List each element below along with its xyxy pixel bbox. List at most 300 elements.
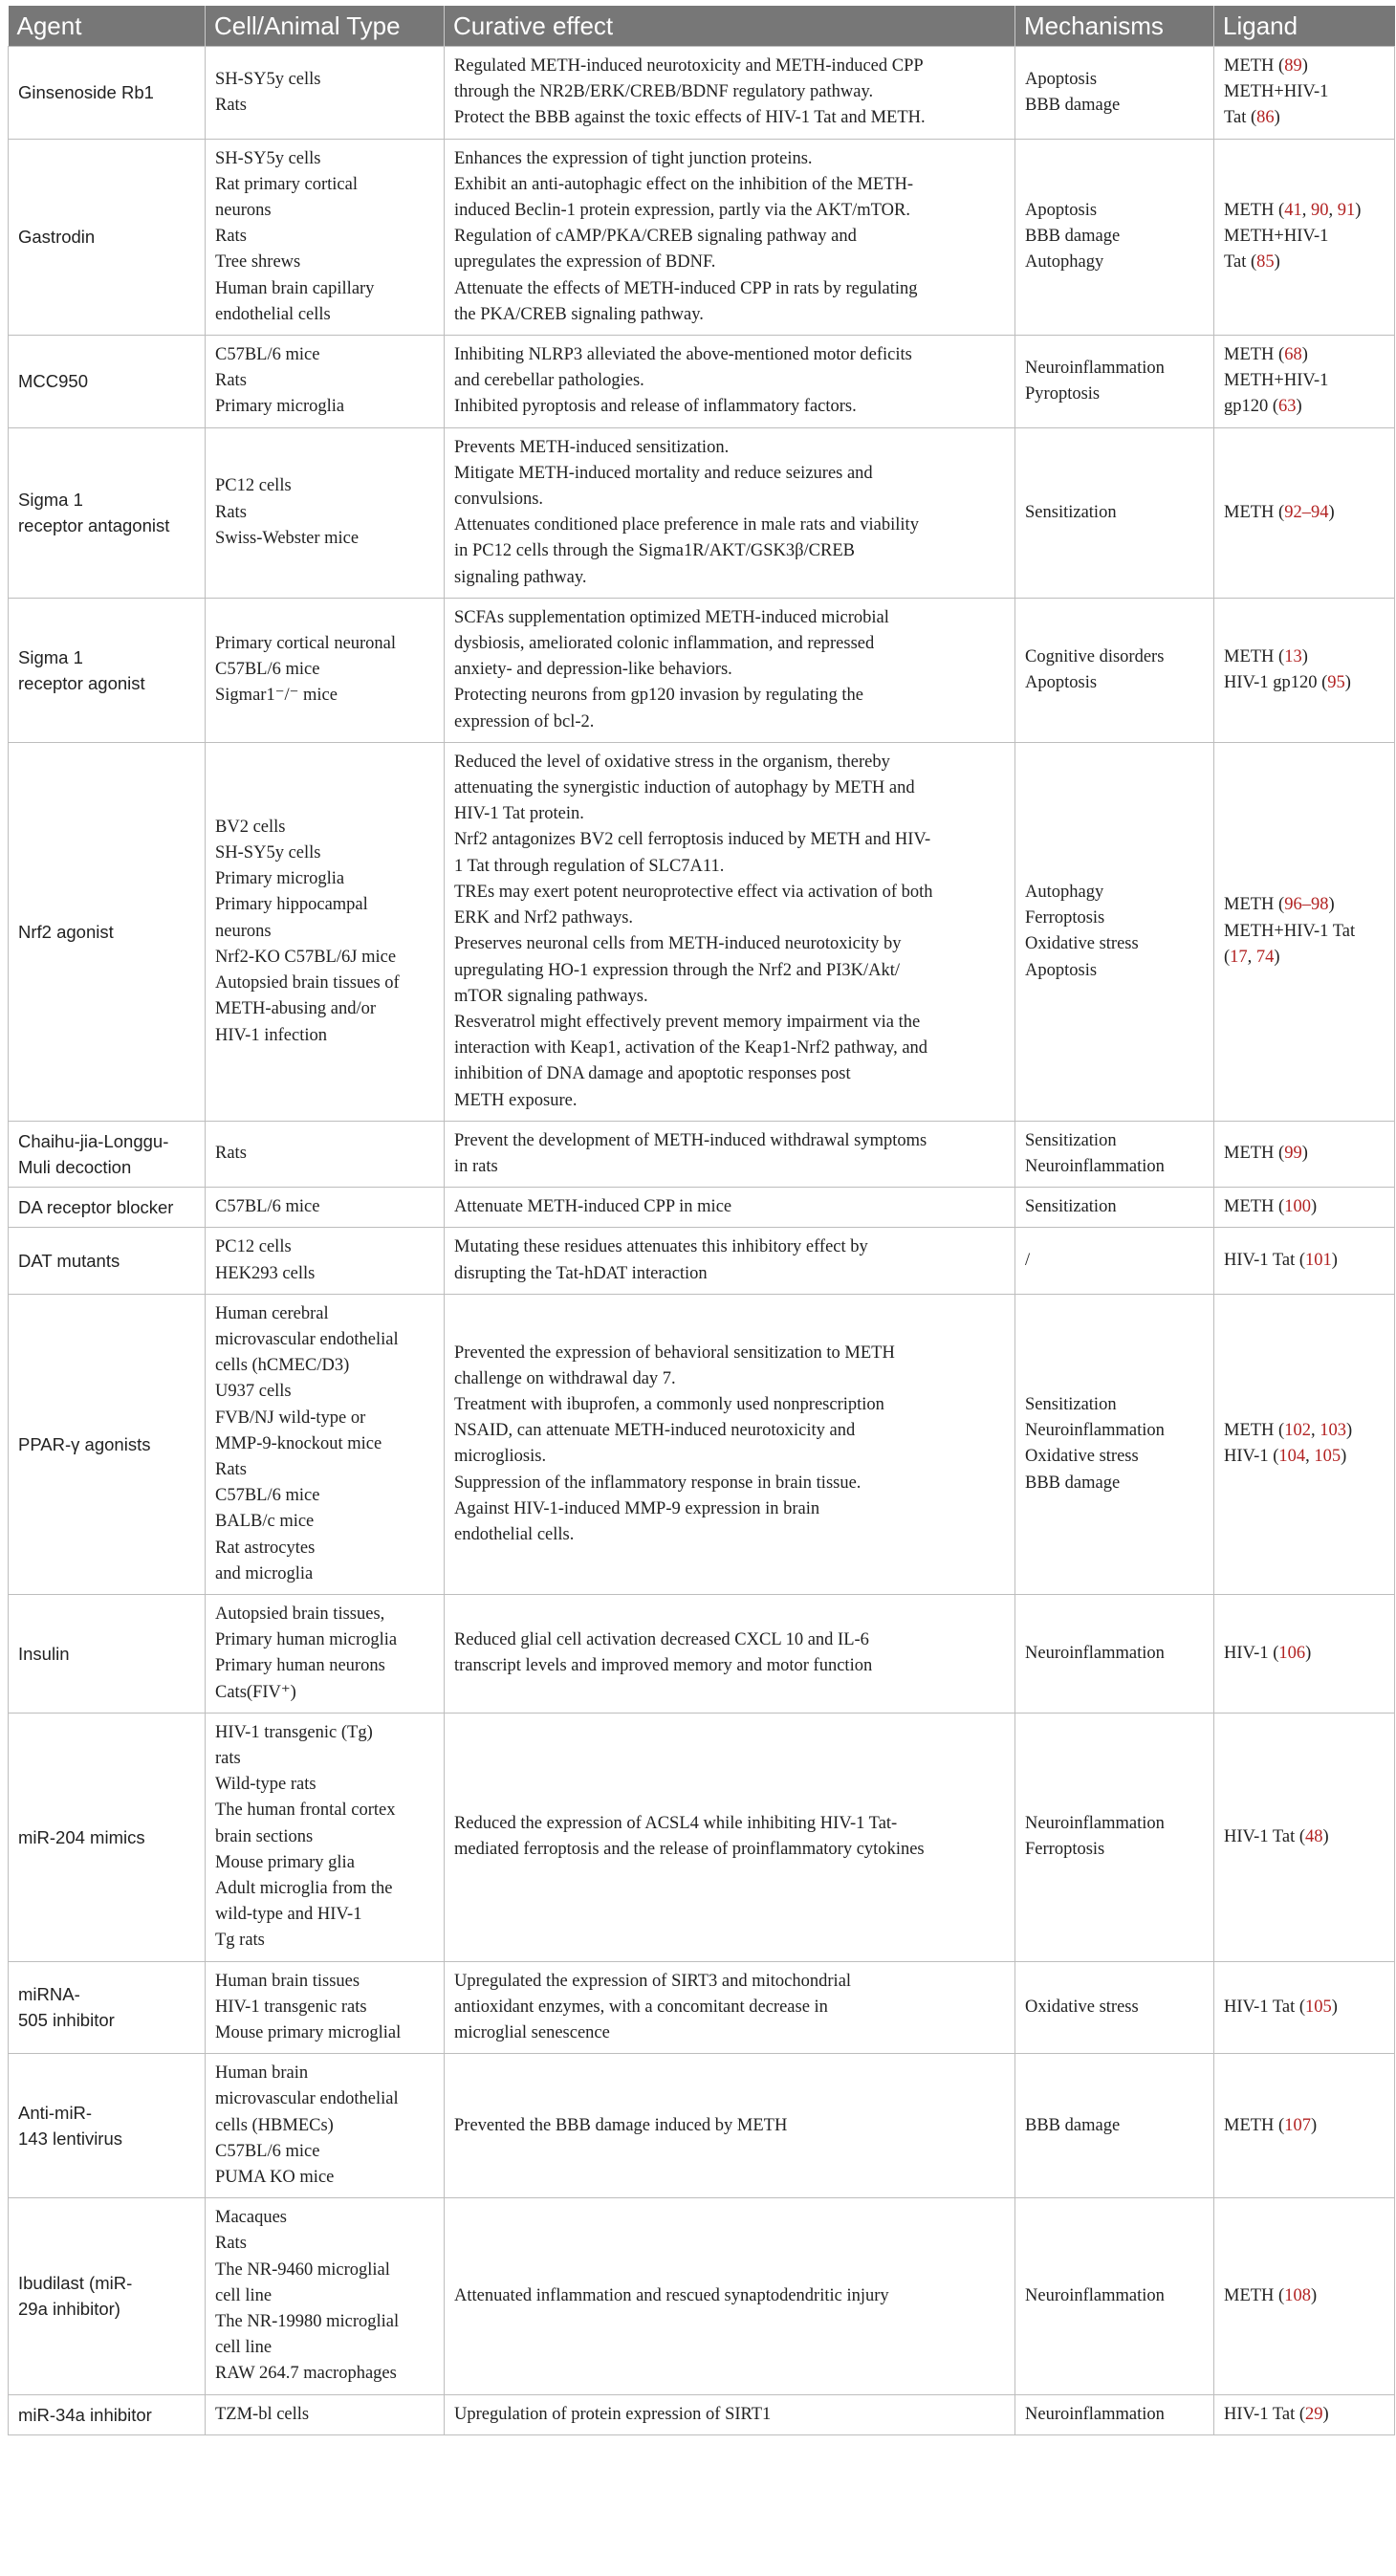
mech-line: BBB damage [1025, 1473, 1121, 1493]
reference-number: 105 [1314, 1447, 1341, 1467]
cells-line: BALB/c mice [215, 1512, 315, 1532]
mechanisms-cell [1015, 1961, 1214, 2054]
effect-line: NSAID, can attenuate METH-induced neurotoxicity and [454, 1421, 856, 1441]
cells-line: Swiss-Webster mice [215, 528, 360, 548]
cells-line: Primary microglia [215, 869, 345, 889]
cells-line: Rats [215, 371, 247, 391]
ligand-cell [1214, 1713, 1395, 1961]
ligand-text: ) [1274, 252, 1280, 273]
cell-animal-type-cell [206, 742, 445, 1121]
ligand-text: Tat ( [1224, 108, 1257, 128]
ligand-cell [1214, 427, 1395, 598]
agents-table [8, 6, 1395, 2435]
agent-line: 505 inhibitor [18, 2010, 115, 2031]
ligand-cell [1214, 1188, 1395, 1228]
effect-line: Suppression of the inflammatory response in brain tissue. [454, 1473, 862, 1493]
mech-line: Autophagy [1025, 252, 1104, 273]
cells-line: Primary microglia [215, 397, 345, 417]
effect-line: upregulating HO-1 expression through the Nrf2 and PI3K/Akt/ [454, 960, 901, 980]
agent-line: PPAR-γ agonists [18, 1433, 151, 1454]
agent-line: miR-34a inhibitor [18, 2404, 152, 2425]
mech-line: Sensitization [1025, 1130, 1117, 1150]
reference-number: 89 [1284, 56, 1302, 76]
curative-effect-cell [445, 1961, 1015, 2054]
cells-line: cell line [215, 2285, 273, 2305]
agent-line: Gastrodin [18, 227, 96, 248]
reference-number: 92–94 [1284, 502, 1329, 522]
agent-cell [9, 2054, 206, 2198]
mech-line: BBB damage [1025, 95, 1121, 115]
ligand-cell [1214, 1961, 1395, 2054]
ligand-text: METH ( [1224, 201, 1285, 221]
ligand-line [1224, 250, 1385, 275]
agent-cell [9, 1188, 206, 1228]
cells-line: Adult microglia from the [215, 1879, 393, 1898]
effect-line: Upregulation of protein expression of SIRT1 [454, 2404, 772, 2424]
reference-number: 105 [1305, 1997, 1332, 2017]
ligand-cell [1214, 47, 1395, 140]
table-row [9, 1294, 1395, 1594]
agent-cell [9, 1713, 206, 1961]
mech-line: Oxidative stress [1025, 934, 1139, 954]
ligand-line [1224, 224, 1385, 250]
ligand-text: METH ( [1224, 345, 1285, 365]
effect-line: upregulates the expression of BDNF. [454, 252, 716, 273]
cell-animal-type-cell [206, 2394, 445, 2434]
ligand-cell [1214, 336, 1395, 428]
mech-line: Ferroptosis [1025, 1840, 1105, 1860]
mech-line: Neuroinflammation [1025, 1813, 1165, 1833]
ligand-text: ) [1355, 201, 1362, 221]
curative-effect-cell [445, 139, 1015, 335]
curative-effect-cell [445, 1594, 1015, 1713]
cells-line: Tg rats [215, 1931, 265, 1951]
ligand-text: METH+HIV-1 [1224, 371, 1329, 391]
ligand-line [1224, 1418, 1385, 1444]
ligand-line [1224, 644, 1385, 670]
mechanisms-cell [1015, 598, 1214, 742]
ligand-text: ) [1305, 1643, 1312, 1663]
ligand-line [1224, 2113, 1385, 2139]
header-ligand: Ligand [1214, 6, 1395, 47]
effect-line: METH exposure. [454, 1090, 578, 1110]
agent-cell [9, 1294, 206, 1594]
ligand-text: ) [1328, 502, 1335, 522]
ligand-text: METH ( [1224, 2285, 1285, 2305]
table-row [9, 139, 1395, 335]
ligand-line [1224, 198, 1385, 224]
mech-line: / [1025, 1250, 1031, 1270]
cell-animal-type-cell [206, 1121, 445, 1187]
agent-cell [9, 336, 206, 428]
mech-line: Neuroinflammation [1025, 2285, 1165, 2305]
mech-line: BBB damage [1025, 2115, 1121, 2135]
mech-line: Sensitization [1025, 1197, 1117, 1217]
ligand-line [1224, 394, 1385, 420]
effect-line: Attenuate METH-induced CPP in mice [454, 1197, 732, 1217]
ligand-line [1224, 1444, 1385, 1470]
ligand-text: ) [1345, 1421, 1353, 1441]
cells-line: Wild-type rats [215, 1775, 316, 1795]
ligand-line [1224, 670, 1385, 696]
cells-line: The NR-19980 microglial [215, 2312, 400, 2332]
effect-line: Enhances the expression of tight junction proteins. [454, 148, 813, 168]
mech-line: Apoptosis [1025, 672, 1098, 692]
ligand-cell [1214, 2054, 1395, 2198]
cells-line: Mouse primary glia [215, 1852, 355, 1872]
ligand-cell [1214, 2198, 1395, 2394]
mech-line: Neuroinflammation [1025, 358, 1165, 378]
effect-line: Regulated METH-induced neurotoxicity and METH-induced CPP [454, 56, 924, 76]
cell-animal-type-cell [206, 336, 445, 428]
agent-line: 29a inhibitor) [18, 2299, 120, 2320]
ligand-text: ( [1224, 947, 1231, 967]
cells-line: Cats(FIV⁺) [215, 1682, 296, 1702]
cells-line: The human frontal cortex [215, 1801, 396, 1821]
effect-line: antioxidant enzymes, with a concomitant decrease in [454, 1997, 828, 2017]
effect-line: Attenuate the effects of METH-induced CPP in rats by regulating [454, 278, 918, 298]
cell-animal-type-cell [206, 1228, 445, 1294]
effect-line: the PKA/CREB signaling pathway. [454, 304, 704, 324]
ligand-text: , [1305, 1447, 1315, 1467]
ligand-line [1224, 1824, 1385, 1850]
mechanisms-cell [1015, 1188, 1214, 1228]
curative-effect-cell [445, 1228, 1015, 1294]
curative-effect-cell [445, 1188, 1015, 1228]
ligand-line [1224, 945, 1385, 971]
cells-line: rats [215, 1748, 241, 1768]
cells-line: BV2 cells [215, 817, 286, 837]
table-row [9, 2394, 1395, 2434]
ligand-line [1224, 1248, 1385, 1274]
reference-number: 104 [1278, 1447, 1306, 1467]
mechanisms-cell [1015, 742, 1214, 1121]
effect-line: ERK and Nrf2 pathways. [454, 908, 634, 928]
effect-line: mediated ferroptosis and the release of proinflammatory cytokines [454, 1840, 925, 1860]
curative-effect-cell [445, 2198, 1015, 2394]
cell-animal-type-cell [206, 2198, 445, 2394]
cells-line: Human brain [215, 2063, 309, 2084]
cells-line: Rats [215, 2234, 247, 2254]
ligand-text: HIV-1 Tat ( [1224, 1250, 1306, 1270]
agent-cell [9, 1594, 206, 1713]
cells-line: C57BL/6 mice [215, 345, 320, 365]
mechanisms-cell [1015, 139, 1214, 335]
cells-line: SH-SY5y cells [215, 69, 321, 89]
mech-line: Ferroptosis [1025, 908, 1105, 928]
ligand-text: ) [1322, 2404, 1329, 2424]
curative-effect-cell [445, 2054, 1015, 2198]
reference-number: 86 [1256, 108, 1275, 128]
agent-line: receptor antagonist [18, 515, 170, 536]
ligand-text: HIV-1 Tat ( [1224, 2404, 1306, 2424]
ligand-cell [1214, 1294, 1395, 1594]
table-row [9, 598, 1395, 742]
cells-line: C57BL/6 mice [215, 1197, 320, 1217]
cells-line: Rat primary cortical [215, 174, 358, 194]
reference-number: 85 [1256, 252, 1275, 273]
cell-animal-type-cell [206, 1188, 445, 1228]
ligand-text: METH+HIV-1 [1224, 227, 1329, 247]
ligand-text: ) [1310, 2115, 1318, 2135]
ligand-text: ) [1322, 1826, 1329, 1846]
effect-line: Mutating these residues attenuates this inhibitory effect by [454, 1237, 868, 1257]
curative-effect-cell [445, 598, 1015, 742]
effect-line: mTOR signaling pathways. [454, 986, 648, 1006]
effect-line: Reduced the expression of ACSL4 while inhibiting HIV-1 Tat- [454, 1813, 898, 1833]
table-row [9, 742, 1395, 1121]
agent-cell [9, 598, 206, 742]
effect-line: HIV-1 Tat protein. [454, 804, 584, 824]
effect-line: interaction with Keap1, activation of the Keap1-Nrf2 pathway, and [454, 1038, 928, 1059]
ligand-text: ) [1301, 56, 1308, 76]
effect-line: Against HIV-1-induced MMP-9 expression in brain [454, 1498, 820, 1518]
table-row [9, 336, 1395, 428]
cells-line: Rat astrocytes [215, 1538, 316, 1558]
curative-effect-cell [445, 742, 1015, 1121]
cells-line: PC12 cells [215, 476, 292, 496]
cells-line: Human brain capillary [215, 278, 375, 298]
effect-line: Prevented the BBB damage induced by METH [454, 2115, 788, 2135]
ligand-text: HIV-1 gp120 ( [1224, 672, 1328, 692]
cells-line: Macaques [215, 2208, 287, 2228]
mech-line: Oxidative stress [1025, 1997, 1139, 2017]
effect-line: Reduced the level of oxidative stress in the organism, thereby [454, 752, 890, 772]
table-row [9, 427, 1395, 598]
mechanisms-cell [1015, 2054, 1214, 2198]
ligand-text: ) [1310, 1197, 1318, 1217]
curative-effect-cell [445, 336, 1015, 428]
cells-line: Human cerebral [215, 1303, 329, 1323]
curative-effect-cell [445, 1294, 1015, 1594]
cells-line: Primary human microglia [215, 1630, 398, 1650]
cells-line: endothelial cells [215, 304, 331, 324]
agent-line: miR-204 mimics [18, 1826, 145, 1847]
ligand-text: ) [1328, 895, 1335, 915]
reference-number: 102 [1284, 1421, 1311, 1441]
ligand-line [1224, 368, 1385, 394]
agent-line: Nrf2 agonist [18, 921, 114, 942]
cells-line: microvascular endothelial [215, 1329, 399, 1349]
header-curative-effect: Curative effect [445, 6, 1015, 47]
effect-line: Upregulated the expression of SIRT3 and mitochondrial [454, 1971, 852, 1991]
cell-animal-type-cell [206, 2054, 445, 2198]
mech-line: BBB damage [1025, 227, 1121, 247]
cells-line: MMP-9-knockout mice [215, 1433, 382, 1453]
mechanisms-cell [1015, 336, 1214, 428]
effect-line: dysbiosis, ameliorated colonic inflammation, and repressed [454, 634, 875, 654]
ligand-text: HIV-1 ( [1224, 1447, 1279, 1467]
table-row [9, 1713, 1395, 1961]
agent-line: 143 lentivirus [18, 2128, 123, 2150]
cells-line: Tree shrews [215, 252, 301, 273]
ligand-text: METH ( [1224, 56, 1285, 76]
effect-line: induced Beclin-1 protein expression, partly via the AKT/mTOR. [454, 201, 910, 221]
header-cell-animal-type: Cell/Animal Type [206, 6, 445, 47]
agent-line: Sigma 1 [18, 490, 83, 511]
cells-line: wild-type and HIV-1 [215, 1905, 362, 1925]
reference-number: 48 [1305, 1826, 1323, 1846]
ligand-line [1224, 500, 1385, 526]
agent-cell [9, 1961, 206, 2054]
cells-line: Primary hippocampal [215, 895, 368, 915]
cells-line: METH-abusing and/or [215, 999, 377, 1019]
cells-line: Rats [215, 1459, 247, 1479]
cells-line: Mouse primary microglial [215, 2023, 402, 2043]
cells-line: microvascular endothelial [215, 2089, 399, 2109]
table-row [9, 1121, 1395, 1187]
cells-line: C57BL/6 mice [215, 1486, 320, 1506]
table-header [9, 6, 1395, 47]
cells-line: FVB/NJ wild-type or [215, 1408, 366, 1428]
effect-line: anxiety- and depression-like behaviors. [454, 660, 732, 680]
agent-line: receptor agonist [18, 672, 145, 693]
cell-animal-type-cell [206, 427, 445, 598]
effect-line: Preserves neuronal cells from METH-induced neurotoxicity by [454, 934, 902, 954]
mech-line: Cognitive disorders [1025, 646, 1165, 666]
effect-line: and cerebellar pathologies. [454, 371, 644, 391]
ligand-line [1224, 54, 1385, 79]
cells-line: HIV-1 transgenic rats [215, 1997, 367, 2017]
table-row [9, 1228, 1395, 1294]
agent-line: Ginsenoside Rb1 [18, 82, 154, 103]
effect-line: Prevent the development of METH-induced withdrawal symptoms [454, 1130, 927, 1150]
ligand-line [1224, 2402, 1385, 2428]
ligand-line [1224, 1194, 1385, 1220]
reference-number: 100 [1284, 1197, 1311, 1217]
reference-number: 108 [1284, 2285, 1311, 2305]
ligand-text: ) [1344, 672, 1351, 692]
cell-animal-type-cell [206, 1294, 445, 1594]
mechanisms-cell [1015, 1594, 1214, 1713]
reference-number: 106 [1278, 1643, 1306, 1663]
cell-animal-type-cell [206, 1594, 445, 1713]
ligand-text: , [1301, 201, 1311, 221]
curative-effect-cell [445, 47, 1015, 140]
effect-line: Exhibit an anti-autophagic effect on the inhibition of the METH- [454, 174, 914, 194]
curative-effect-cell [445, 1713, 1015, 1961]
ligand-line [1224, 892, 1385, 918]
ligand-text: ) [1331, 1250, 1338, 1270]
effect-line: through the NR2B/ERK/CREB/BDNF regulatory pathway. [454, 82, 874, 102]
effect-line: Attenuated inflammation and rescued synaptodendritic injury [454, 2285, 889, 2305]
cells-line: brain sections [215, 1826, 314, 1846]
ligand-text: Tat ( [1224, 252, 1257, 273]
cells-line: U937 cells [215, 1382, 292, 1402]
mechanisms-cell [1015, 47, 1214, 140]
effect-line: SCFAs supplementation optimized METH-induced microbial [454, 607, 889, 627]
curative-effect-cell [445, 2394, 1015, 2434]
cells-line: Autopsied brain tissues of [215, 973, 400, 993]
ligand-text: ) [1274, 108, 1280, 128]
reference-number: 103 [1320, 1421, 1346, 1441]
ligand-cell [1214, 598, 1395, 742]
agent-line: miRNA- [18, 1984, 80, 2005]
cells-line: HIV-1 transgenic (Tg) [215, 1722, 373, 1742]
agent-line: DAT mutants [18, 1250, 120, 1271]
cells-line: The NR-9460 microglial [215, 2259, 390, 2280]
cells-line: Sigmar1⁻/⁻ mice [215, 686, 338, 706]
effect-line: attenuating the synergistic induction of autophagy by METH and [454, 778, 915, 798]
cells-line: neurons [215, 921, 272, 941]
effect-line: inhibition of DNA damage and apoptotic responses post [454, 1064, 851, 1084]
ligand-line [1224, 1141, 1385, 1167]
effect-line: Regulation of cAMP/PKA/CREB signaling pathway and [454, 227, 857, 247]
table-row [9, 1594, 1395, 1713]
ligand-line [1224, 105, 1385, 131]
mech-line: Autophagy [1025, 882, 1104, 902]
effect-line: disrupting the Tat-hDAT interaction [454, 1263, 708, 1283]
effect-line: Prevents METH-induced sensitization. [454, 437, 730, 457]
agent-cell [9, 47, 206, 140]
reference-number: 90 [1310, 201, 1329, 221]
effect-line: Treatment with ibuprofen, a commonly used nonprescription [454, 1394, 884, 1414]
ligand-cell [1214, 1121, 1395, 1187]
mech-line: Neuroinflammation [1025, 2404, 1165, 2424]
effect-line: Protecting neurons from gp120 invasion by regulating the [454, 686, 863, 706]
cells-line: cells (HBMECs) [215, 2115, 334, 2135]
mechanisms-cell [1015, 1228, 1214, 1294]
cells-line: Autopsied brain tissues, [215, 1604, 385, 1624]
effect-line: 1 Tat through regulation of SLC7A11. [454, 856, 725, 876]
effect-line: Prevented the expression of behavioral sensitization to METH [454, 1343, 895, 1363]
ligand-text: , [1328, 201, 1338, 221]
effect-line: Inhibited pyroptosis and release of inflammatory factors. [454, 397, 857, 417]
ligand-cell [1214, 2394, 1395, 2434]
ligand-text: ) [1274, 947, 1280, 967]
cells-line: PUMA KO mice [215, 2168, 335, 2188]
ligand-text: ) [1296, 397, 1302, 417]
effect-line: microgliosis. [454, 1447, 547, 1467]
effect-line: Attenuates conditioned place preference in male rats and viability [454, 515, 919, 535]
ligand-text: METH ( [1224, 2115, 1285, 2135]
cell-animal-type-cell [206, 139, 445, 335]
reference-number: 41 [1284, 201, 1302, 221]
cells-line: TZM-bl cells [215, 2404, 310, 2424]
cells-line: cells (hCMEC/D3) [215, 1356, 350, 1376]
mechanisms-cell [1015, 1121, 1214, 1187]
reference-number: 99 [1284, 1144, 1302, 1164]
header-agent: Agent [9, 6, 206, 47]
cells-line: Rats [215, 227, 247, 247]
agent-line: Sigma 1 [18, 646, 83, 667]
agent-cell [9, 742, 206, 1121]
agent-line: Chaihu-jia-Longgu- [18, 1130, 169, 1151]
effect-line: challenge on withdrawal day 7. [454, 1368, 676, 1388]
ligand-text: , [1310, 1421, 1320, 1441]
effect-line: endothelial cells. [454, 1524, 575, 1544]
mech-line: Neuroinflammation [1025, 1421, 1165, 1441]
cells-line: Primary human neurons [215, 1656, 385, 1676]
effect-line: expression of bcl-2. [454, 711, 595, 731]
cells-line: HEK293 cells [215, 1263, 316, 1283]
table-row [9, 2198, 1395, 2394]
cells-line: SH-SY5y cells [215, 148, 321, 168]
effect-line: convulsions. [454, 490, 544, 510]
mechanisms-cell [1015, 1294, 1214, 1594]
cells-line: Rats [215, 1144, 247, 1164]
ligand-line [1224, 1641, 1385, 1667]
effect-line: Protect the BBB against the toxic effects of HIV-1 Tat and METH. [454, 108, 926, 128]
mech-line: Neuroinflammation [1025, 1643, 1165, 1663]
effect-line: Inhibiting NLRP3 alleviated the above-mentioned motor deficits [454, 345, 912, 365]
ligand-text: HIV-1 Tat ( [1224, 1997, 1306, 2017]
ligand-text: METH ( [1224, 1197, 1285, 1217]
effect-line: in rats [454, 1156, 498, 1176]
ligand-text: ) [1310, 2285, 1318, 2305]
ligand-text: gp120 ( [1224, 397, 1279, 417]
reference-number: 17 [1230, 947, 1248, 967]
